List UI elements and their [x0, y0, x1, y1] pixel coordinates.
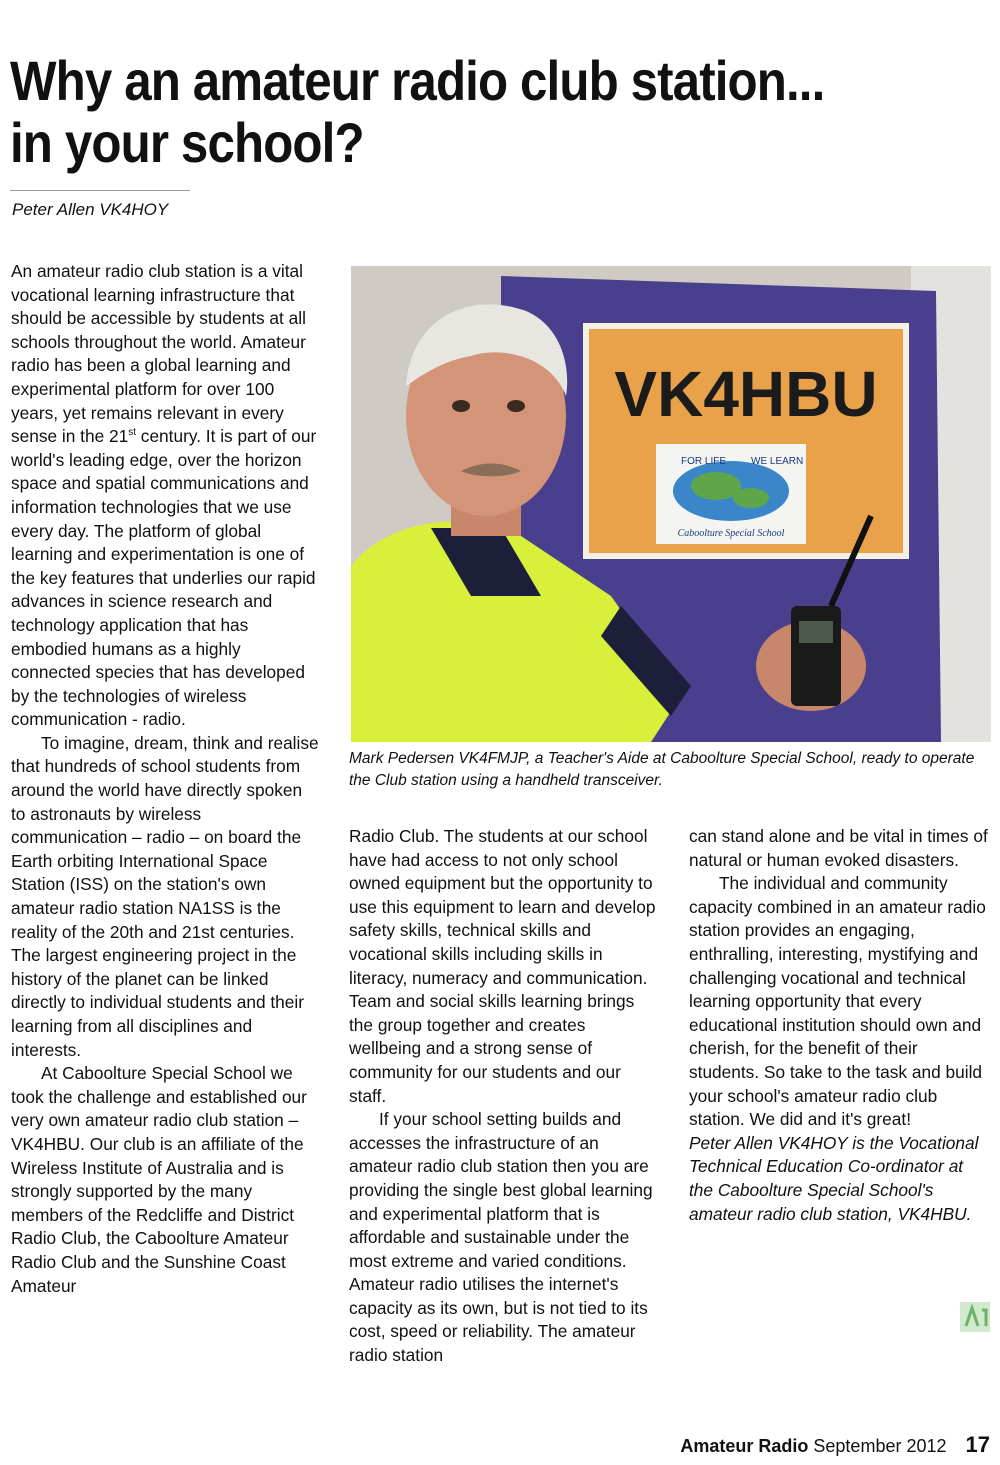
paragraph-text: An amateur radio club station is a vital vocational learning infrastructure that should be accessible by students at all schools throughout the world. Amateur radio has been a global learning and experimental platform for over 100 years, yet remains relevant in every sense in the 21: [11, 261, 306, 447]
title-line-2: in your school?: [10, 111, 364, 174]
logo-text-bottom: Caboolture Special School: [677, 528, 785, 539]
paragraph: Radio Club. The students at our school have had access to not only school owned equipment but the opportunity to use this equipment to learn and develop safety skills, technical skills and vocational skills including skills in literacy, numeracy and communication. Team and social skills learning brings the group together and creates wellbeing and a strong sense of community for our students and our staff.: [349, 826, 656, 1106]
paragraph: [11, 260, 321, 732]
column-2: [349, 825, 659, 1368]
photo-caption: Mark Pedersen VK4FMJP, a Teacher's Aide at Caboolture Special School, ready to operate the Club station using a handheld transceiver.: [349, 750, 975, 789]
sign-callsign: VK4HBU: [614, 358, 878, 430]
paragraph: can stand alone and be vital in times of natural or human evoked disasters.: [689, 826, 988, 870]
end-of-article-icon: [958, 1300, 992, 1334]
paragraph: If your school setting builds and accesses the infrastructure of an amateur radio club station then you are providing the single best global learning and experimental platform that is affordable and sustainable under the most extreme and varied conditions. Amateur radio utilises the internet's capacity as its own, but is not tied to its cost, speed or reliability. The amateur radio station: [349, 1109, 653, 1366]
paragraph: To imagine, dream, think and realise that hundreds of school students from around the world have directly spoken to astronauts by wireless communication – radio – on board the Earth orbiting International Space Station (ISS) on the station's own amateur radio station NA1SS is the reality of the 20th and 21st centuries. The largest engineering project in the history of the planet can be linked directly to individual students and their learning from all disciplines and interests.: [11, 732, 319, 1060]
title-rule: [10, 190, 190, 191]
column-3: [689, 825, 989, 1226]
superscript: st: [128, 427, 136, 439]
magazine-name: Amateur Radio: [680, 1436, 809, 1456]
article-title: [10, 50, 872, 174]
issue-date: September 2012: [813, 1436, 947, 1456]
paragraph: At Caboolture Special School we took the challenge and established our very own amateur radio club station – VK4HBU. Our club is an affiliate of the Wireless Institute of Australia and is strongly supported by the many members of the Redcliffe and District Radio Club, the Caboolture Amateur Radio Club and the Sunshine Coast Amateur: [11, 1063, 307, 1296]
logo-text-left: FOR LIFE: [681, 456, 727, 467]
logo-text-right: WE LEARN: [751, 456, 804, 467]
article-photo: [351, 266, 991, 742]
title-line-1: Why an amateur radio club station...: [10, 49, 825, 112]
photo-illustration: [351, 266, 991, 742]
column-1: [11, 260, 321, 1298]
page-number: 17: [965, 1432, 990, 1457]
paragraph-text: century. It is part of our world's leading edge, over the horizon space and spatial communications and information technologies that we use every day. The platform of global learning and experimentation is one of the key features that underlies our rapid advances in science research and technology application that has embodied humans as a highly connected species that has developed by the technologies of wireless communication - radio.: [11, 426, 317, 730]
author-bio: Peter Allen VK4HOY is the Vocational Technical Education Co-ordinator at the Caboolture Special School's amateur radio club station, VK4HBU.: [689, 1132, 979, 1224]
paragraph: The individual and community capacity combined in an amateur radio station provides an engaging, enthralling, interesting, mystifying and challenging vocational and technical learning opportunity that every educational institution should own and cherish, for the benefit of their students. So take to the task and build your school's amateur radio club station. We did and it's great!: [689, 873, 986, 1130]
byline: Peter Allen VK4HOY: [12, 200, 169, 219]
page-footer: [680, 1432, 990, 1458]
